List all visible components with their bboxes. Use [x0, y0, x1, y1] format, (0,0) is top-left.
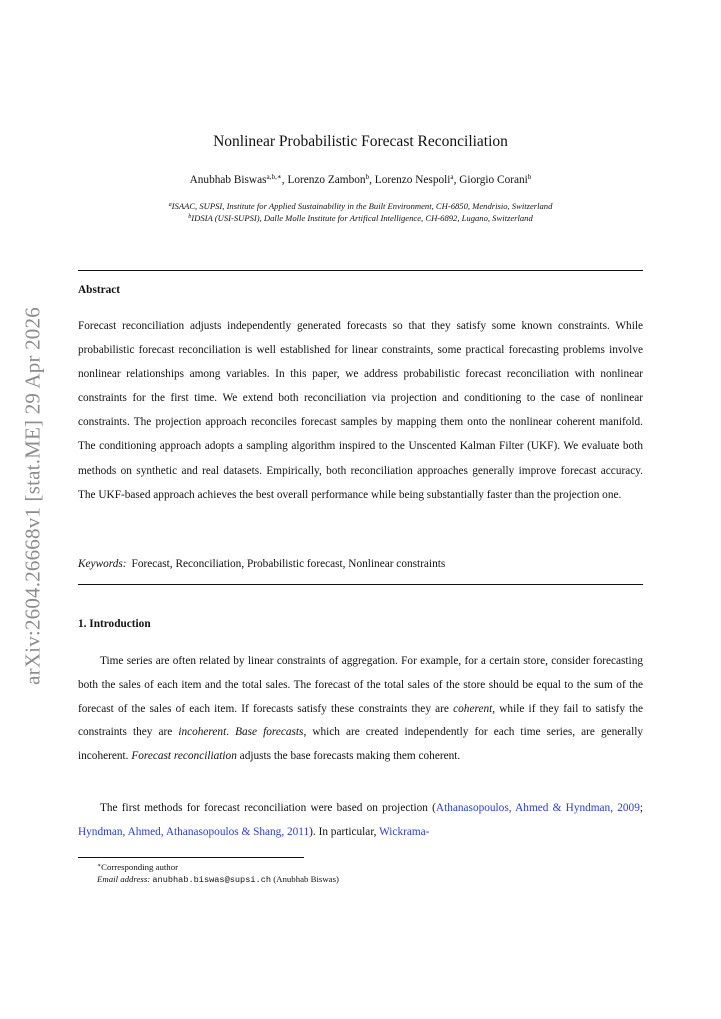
- keywords-label: Keywords:: [78, 558, 127, 570]
- abstract-top-rule: [78, 270, 643, 271]
- email-name: (Anubhab Biswas): [273, 874, 339, 884]
- keywords-text: Forecast, Reconciliation, Probabilistic forecast, Nonlinear constraints: [131, 558, 446, 570]
- email-address[interactable]: anubhab.biswas@supsi.ch: [152, 875, 272, 885]
- citation-link[interactable]: Athanasopoulos, Ahmed & Hyndman, 2009: [435, 802, 640, 814]
- author-name: Lorenzo Zambon: [287, 174, 366, 186]
- term-base-forecasts: Base forecasts: [235, 726, 304, 739]
- term-incoherent: incoherent: [178, 726, 227, 739]
- abstract-heading: Abstract: [78, 284, 121, 296]
- abstract-text: Forecast reconciliation adjusts independently generated forecasts so that they satisfy some known constraints. While probabilistic forecast reconciliation is well established for linear constraints, some practical forecasting problems involve nonlinear relationships among variables. In this paper, we address probabilistic forecast reconciliation with nonlinear constraints for the first time. We extend both reconciliation via projection and conditioning to the case of nonlinear constraints. The projection approach reconciles forecast samples by mapping them onto the nonlinear coherent manifold. The conditioning approach adopts a sampling algorithm inspired to the Unscented Kalman Filter (UKF). We evaluate both methods on synthetic and real datasets. Empirically, both reconciliation approaches generally improve forecast accuracy. The UKF-based approach achieves the best overall performance while being substantially faster than the projection one.: [78, 320, 643, 501]
- intro-text: , while if they fail to satisfy the constraints they are: [78, 702, 643, 739]
- affiliation-text: IDSIA (USI-SUPSI), Dalle Molle Institute for Artifical Intelligence, CH-6892, Lugano, Switzerland: [191, 213, 533, 223]
- paper-title: Nonlinear Probabilistic Forecast Reconciliation: [213, 133, 508, 150]
- intro-paragraph-1: [78, 650, 643, 769]
- arxiv-stamp: [16, 288, 50, 703]
- arxiv-stamp-text: arXiv:2604.26668v1 [stat.ME] 29 Apr 2026: [20, 306, 45, 685]
- footnote-text: Corresponding author: [101, 862, 179, 872]
- intro-text: .: [226, 726, 236, 739]
- email-label: Email address:: [97, 874, 151, 884]
- citation-link[interactable]: Hyndman, Ahmed, Athanasopoulos & Shang, 2011: [78, 825, 310, 838]
- author-affil-mark: a: [450, 173, 454, 181]
- intro-text: Time series are often related by linear constraints of aggregation. For example, for a certain store, consider forecasting both the sales of each item and the total sales. The forecast of the total sales of the store should be equal to the sum of the forecast of the sales of each item. If forecasts satisfy these constraints they are: [78, 655, 643, 715]
- footnote-mark: ∗: [97, 863, 102, 869]
- intro-text: adjusts the base forecasts making them coherent.: [236, 750, 461, 763]
- affiliation-text: ISAAC, SUPSI, Institute for Applied Sustainability in the Built Environment, CH-6850, Mendrisio, Switzerland: [171, 201, 553, 211]
- affiliation-mark: a: [168, 201, 172, 208]
- citation-link[interactable]: Wickrama-: [379, 825, 430, 838]
- affiliation-b: [78, 213, 643, 223]
- author-list: Anubhab Biswas$^{a,b,∗}$, Lorenzo Zambon$^b$, Lorenzo Nespoli$^a$, Giorgio Corani$^b$: [189, 173, 532, 186]
- term-forecast-reconciliation: Forecast reconciliation: [131, 750, 237, 763]
- author-affil-mark: b: [365, 173, 370, 181]
- term-coherent: coherent: [453, 702, 493, 715]
- intro-text: ;: [639, 802, 643, 814]
- footnote-corresponding: [97, 862, 178, 872]
- footnote-rule: [78, 857, 304, 858]
- intro-text: The first methods for forecast reconciliation were based on projection (: [100, 802, 436, 814]
- intro-paragraph-2: [78, 797, 643, 845]
- author-affil-mark: b: [527, 173, 532, 181]
- section-heading-introduction: 1. Introduction: [78, 618, 151, 630]
- intro-text: ). In particular,: [309, 825, 380, 838]
- author-name: Giorgio Corani: [459, 174, 528, 186]
- abstract-bottom-rule: [78, 584, 643, 585]
- intro-text: , which are created independently for each time series, are generally incoherent.: [78, 726, 643, 763]
- affiliation-mark: b: [188, 213, 192, 220]
- affiliation-a: [78, 201, 643, 211]
- keywords-line: [78, 558, 445, 570]
- author-affil-mark: a,b,∗: [266, 173, 282, 181]
- footnote-email: [97, 874, 339, 885]
- author-name: Lorenzo Nespoli: [374, 174, 451, 186]
- author-name: Anubhab Biswas: [189, 174, 267, 186]
